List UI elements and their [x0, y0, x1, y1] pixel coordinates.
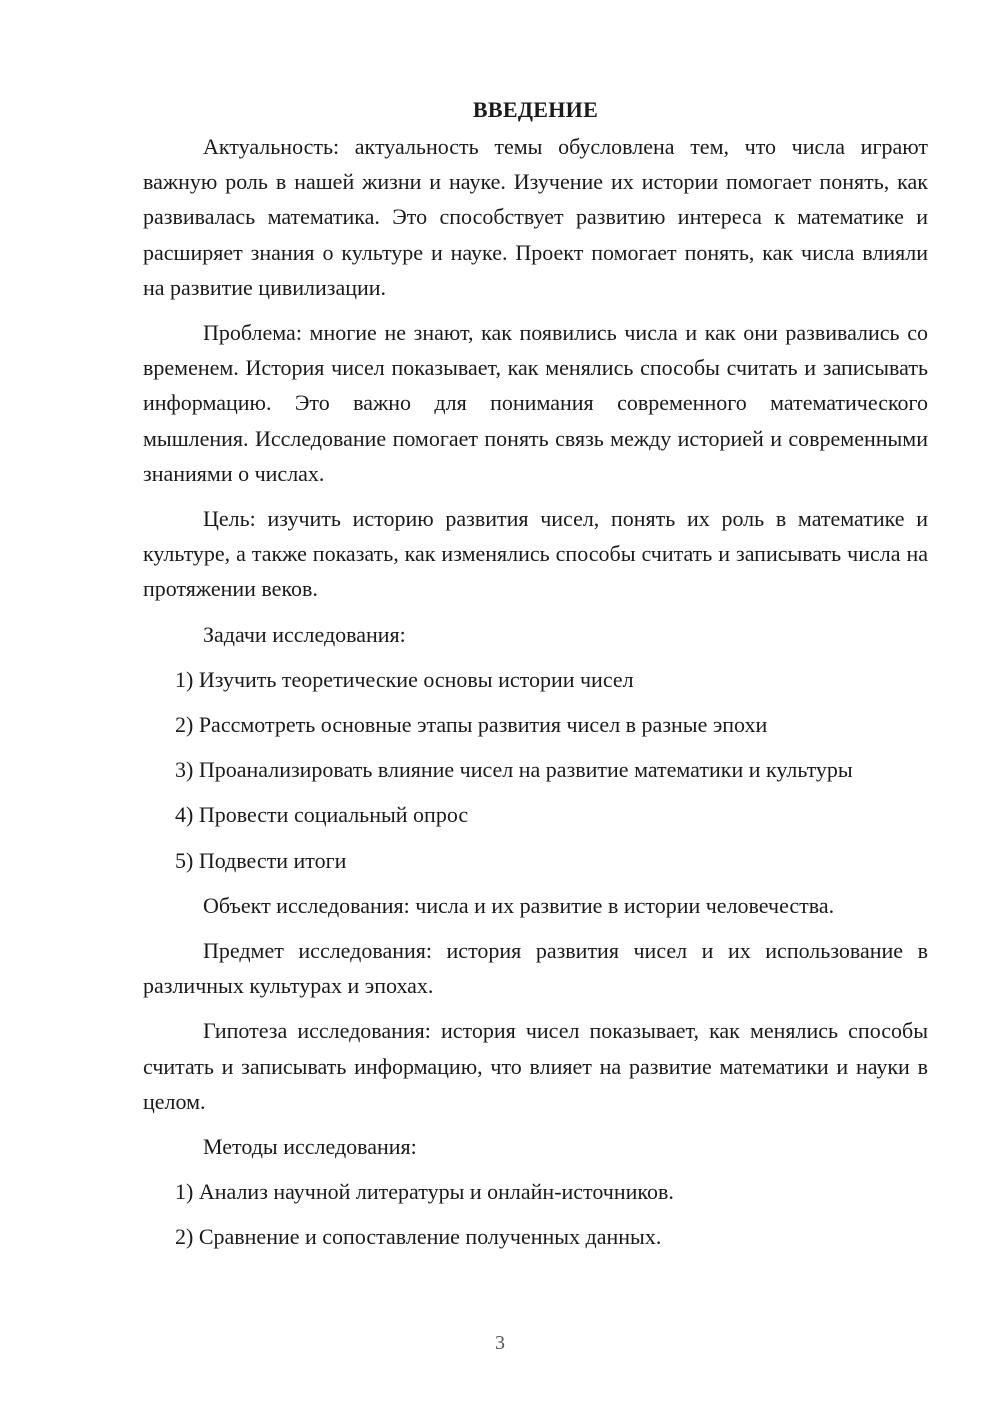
document-page: [143, 92, 928, 1255]
task-item: 5) Подвести итоги: [175, 847, 347, 873]
subject-paragraph: Предмет исследования: история развития чисел и их использование в различных культурах и эпохах.: [143, 938, 928, 999]
section-heading: ВВЕДЕНИЕ: [472, 97, 599, 122]
object-paragraph: Объект исследования: числа и их развитие в истории человечества.: [203, 892, 835, 918]
page-number: 3: [495, 1332, 505, 1354]
relevance-paragraph: Актуальность: актуальность темы обусловлена тем, что числа играют важную роль в нашей жизни и науке. Изучение их истории помогает понять, как развивалась математика. Это способствует развитию интереса к математике и расширяет знания о культуре и науке. Проект помогает понять, как числа влияли на развитие цивилизации.: [143, 134, 928, 300]
tasks-title: Задачи исследования:: [203, 621, 406, 647]
hypothesis-paragraph: Гипотеза исследования: история чисел показывает, как менялись способы считать и записывать информацию, что влияет на развитие математики и науки в целом.: [143, 1018, 928, 1114]
task-item: 4) Провести социальный опрос: [175, 802, 469, 828]
task-item: 3) Проанализировать влияние чисел на развитие математики и культуры: [175, 757, 853, 783]
methods-title: Методы исследования:: [203, 1134, 417, 1160]
goal-paragraph: Цель: изучить историю развития чисел, понять их роль в математике и культуре, а также показать, как изменялись способы считать и записывать числа на протяжении веков.: [143, 506, 928, 602]
task-item: 2) Рассмотреть основные этапы развития чисел в разные эпохи: [175, 712, 768, 738]
problem-paragraph: Проблема: многие не знают, как появились числа и как они развивались со временем. История чисел показывает, как менялись способы считать и записывать информацию. Это важно для понимания современного математического мышления. Исследование помогает понять связь между историей и современными знаниями о числах.: [143, 320, 928, 486]
task-item: 1) Изучить теоретические основы истории чисел: [175, 666, 634, 692]
method-item: 1) Анализ научной литературы и онлайн-источников.: [175, 1179, 674, 1205]
method-item: 2) Сравнение и сопоставление полученных данных.: [175, 1224, 662, 1250]
